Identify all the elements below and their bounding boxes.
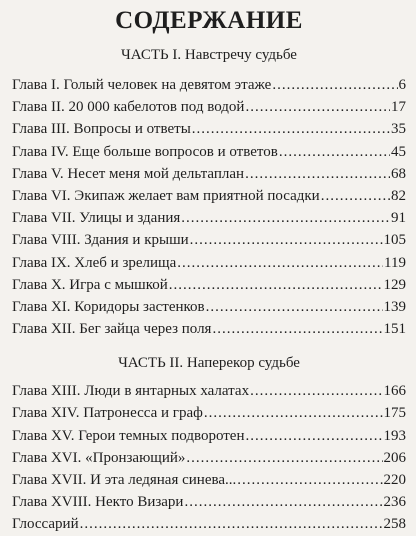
toc-entry: [12, 380, 406, 402]
entry-label: Глава II. 20 000 кабелотов под водой: [12, 99, 245, 116]
dot-leader: [192, 118, 390, 140]
entry-page-number: 68: [391, 165, 406, 182]
dot-leader: [237, 469, 382, 491]
entry-page-number: 119: [384, 254, 406, 271]
toc-entry: [12, 96, 406, 118]
entry-label: Глава IV. Еще больше вопросов и ответов: [12, 143, 278, 160]
entry-page-number: 129: [383, 276, 406, 293]
entry-page-number: 193: [383, 427, 406, 444]
toc-entry: [12, 118, 406, 140]
part-2-title: ЧАСТЬ II. Наперекор судьбе: [118, 355, 300, 372]
part-1-title: ЧАСТЬ I. Навстречу судьбе: [121, 47, 297, 63]
entry-page-number: 166: [383, 383, 406, 400]
dot-leader: [181, 207, 390, 229]
dot-leader: [184, 491, 382, 513]
dot-leader: [204, 402, 383, 424]
part-2-entries: [12, 380, 406, 535]
dot-leader: [245, 163, 390, 185]
toc-entry: [12, 252, 406, 274]
toc-entry: [12, 296, 406, 318]
dot-leader: [206, 296, 383, 318]
entry-page-number: 105: [383, 232, 406, 249]
entry-page-number: 6: [398, 77, 406, 93]
entry-label: Глава V. Несет меня мой дельтаплан: [12, 165, 245, 182]
entry-label: Глава XIV. Патронесса и граф: [12, 405, 203, 422]
entry-page-number: 206: [383, 449, 406, 466]
entry-label: Глава VIII. Здания и крыши: [12, 232, 189, 249]
entry-page-number: 151: [383, 321, 406, 338]
entry-label: Глава III. Вопросы и ответы: [12, 121, 191, 138]
toc-entry: [12, 163, 406, 185]
toc-entry: [12, 469, 406, 491]
dot-leader: [246, 425, 383, 447]
entry-label: Глава XI. Коридоры застенков: [12, 298, 205, 315]
part-1-entries: [12, 74, 406, 340]
entry-page-number: 17: [391, 99, 406, 116]
toc-entry: [12, 229, 406, 251]
entry-page-number: 139: [383, 298, 406, 315]
dot-leader: [272, 74, 397, 96]
entry-page-number: 35: [391, 121, 406, 138]
dot-leader: [279, 141, 390, 163]
dot-leader: [169, 274, 383, 296]
entry-label: Глава XVIII. Некто Визари: [12, 494, 184, 511]
entry-label: Глава XVI. «Пронзающий»: [12, 449, 186, 466]
entry-label: Глава VII. Улицы и здания: [12, 210, 181, 227]
page-title: СОДЕРЖАНИЕ: [115, 7, 303, 34]
entry-page-number: 220: [383, 472, 406, 488]
toc-entry: [12, 513, 406, 535]
entry-label: Глоссарий: [12, 516, 79, 533]
toc-entry: [12, 274, 406, 296]
toc-entry: [12, 185, 406, 207]
toc-entry: [12, 425, 406, 447]
entry-label: Глава XII. Бег зайца через поля: [12, 321, 212, 338]
entry-page-number: 91: [391, 210, 406, 227]
toc-entry: [12, 207, 406, 229]
dot-leader: [212, 318, 382, 340]
entry-page-number: 175: [383, 405, 406, 422]
entry-label: Глава XVII. И эта ледяная синева...: [12, 472, 237, 488]
entry-page-number: 236: [383, 494, 406, 511]
entry-label: Глава I. Голый человек на девятом этаже: [12, 77, 272, 93]
entry-label: Глава VI. Экипаж желает вам приятной посадки: [12, 187, 320, 204]
entry-label: Глава XV. Герои темных подворотен: [12, 427, 245, 444]
dot-leader: [321, 185, 390, 207]
toc-entry: [12, 74, 406, 96]
toc-entry: [12, 141, 406, 163]
toc-entry: [12, 402, 406, 424]
toc-entry: [12, 318, 406, 340]
entry-page-number: 45: [391, 143, 406, 160]
entry-label: Глава X. Игра с мышкой: [12, 276, 168, 293]
toc-entry: [12, 447, 406, 469]
entry-label: Глава IX. Хлеб и зрелища: [12, 254, 177, 271]
dot-leader: [186, 447, 382, 469]
dot-leader: [80, 513, 383, 535]
dot-leader: [190, 229, 383, 251]
toc-entry: [12, 491, 406, 513]
dot-leader: [177, 252, 383, 274]
entry-label: Глава XIII. Люди в янтарных халатах: [12, 383, 250, 400]
entry-page-number: 82: [391, 187, 406, 204]
entry-page-number: 258: [383, 516, 406, 533]
dot-leader: [250, 380, 382, 402]
dot-leader: [245, 96, 390, 118]
